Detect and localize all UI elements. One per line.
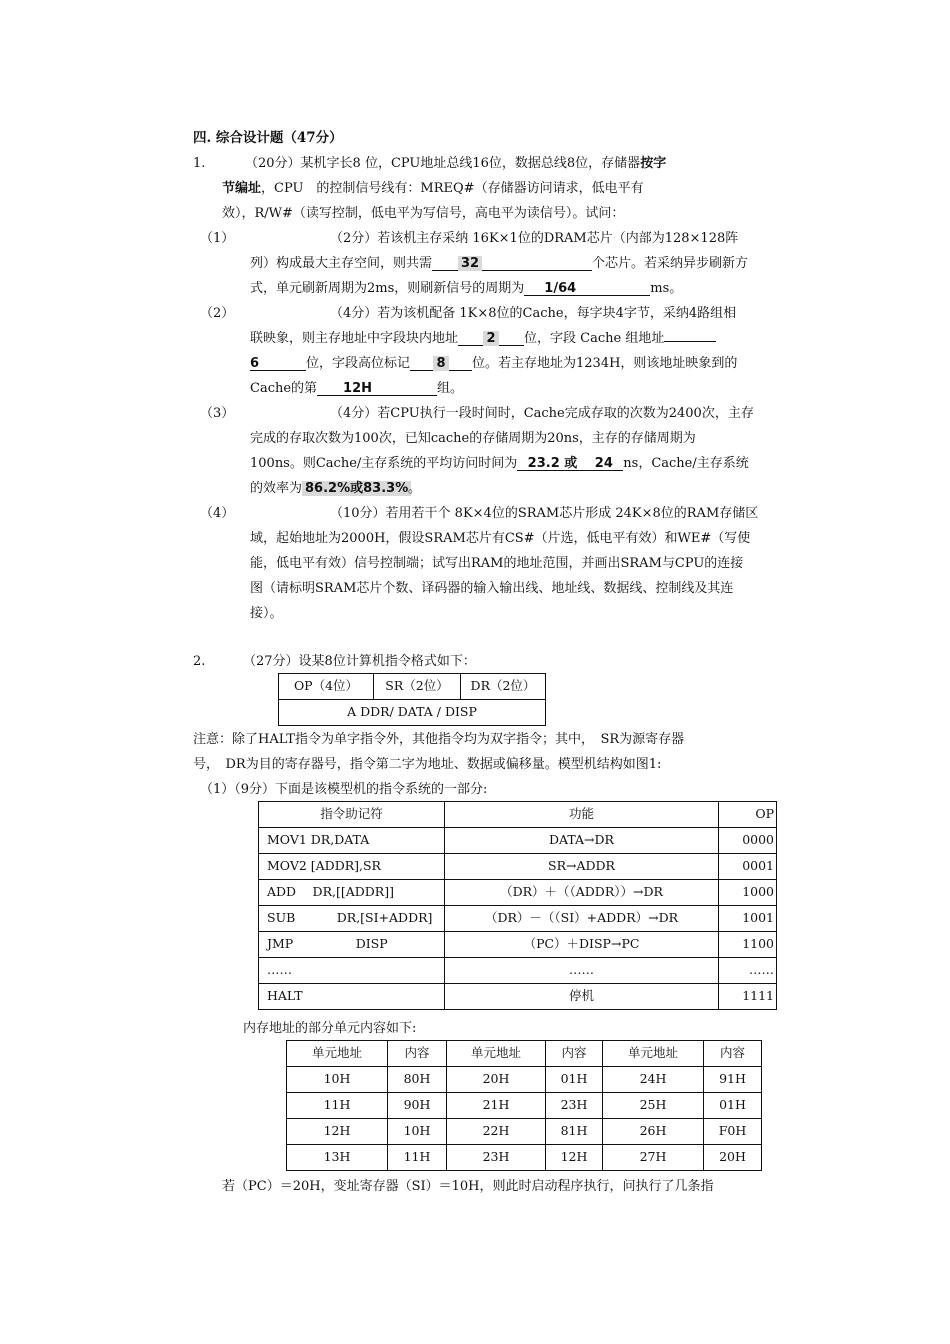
table-row <box>259 854 777 880</box>
mem-cell: 01H <box>546 1067 603 1093</box>
q2-intro: （27分）设某8位计算机指令格式如下： <box>243 654 476 669</box>
isa-header-function: 功能 <box>445 802 719 828</box>
mem-cell: 22H <box>447 1119 546 1145</box>
q1-p2-blank-tail <box>664 341 716 342</box>
mem-cell: 90H <box>388 1093 447 1119</box>
isa-mnemonic: MOV2 [ADDR],SR <box>259 854 445 880</box>
q1-p4-number: （4） <box>200 506 235 521</box>
isa-header-mnemonic: 指令助记符 <box>259 802 445 828</box>
table-row <box>259 880 777 906</box>
q2-note-2: 号， DR为目的寄存器号，指令第二字为地址、数据或偏移量。模型机结构如图1: <box>193 757 662 772</box>
isa-function: DATA→DR <box>445 828 719 854</box>
isa-function: （PC）＋DISP→PC <box>445 932 719 958</box>
mem-cell: 20H <box>447 1067 546 1093</box>
mem-cell: 23H <box>447 1145 546 1171</box>
isa-function: 停机 <box>445 984 719 1010</box>
q1-p3-answer-efficiency <box>302 482 408 496</box>
memory-header-row <box>287 1041 762 1067</box>
q1-p3-d2: 。 <box>408 481 422 496</box>
isa-mnemonic: ADD DR,[[ADDR]] <box>259 880 445 906</box>
mem-header: 单元地址 <box>603 1041 704 1067</box>
q1-p2-answer-offset <box>458 332 524 346</box>
format-addr-cell: A DDR/ DATA / DISP <box>279 700 546 726</box>
mem-cell: 11H <box>388 1145 447 1171</box>
mem-cell: 01H <box>704 1093 762 1119</box>
mem-cell: 23H <box>546 1093 603 1119</box>
q1-p2-answer-tag <box>410 357 472 371</box>
isa-opcode: …… <box>719 958 777 984</box>
mem-cell: 13H <box>287 1145 388 1171</box>
q1-p1-answer-chips <box>432 257 592 271</box>
q1-line-1-text: （20分）某机字长8 位，CPU地址总线16位，数据总线8位，存储器 <box>245 156 641 171</box>
isa-function: （DR）－（（SI）+ADDR）→DR <box>445 906 719 932</box>
format-sr-cell: SR（2位） <box>374 674 461 700</box>
q1-p3-answer-avg-time-value: 23.2 或 24 <box>527 456 613 471</box>
q1-p3-number: （3） <box>200 406 235 421</box>
q1-p2-number: （2） <box>200 306 235 321</box>
q1-line-1-bold: 按字 <box>640 156 667 171</box>
mem-header: 单元地址 <box>287 1041 388 1067</box>
isa-header-op: OP <box>719 802 777 828</box>
mem-cell: 27H <box>603 1145 704 1171</box>
q1-p4-line-c: 能，低电平有效）信号控制端；试写出RAM的地址范围，并画出SRAM与CPU的连接 <box>250 556 744 571</box>
q1-p1-b1: 列）构成最大主存空间，则共需 <box>250 256 433 271</box>
q1-p4-line-d: 图（请标明SRAM芯片个数、译码器的输入输出线、地址线、数据线、控制线及其连 <box>250 581 734 596</box>
isa-mnemonic: SUB DR,[SI+ADDR] <box>259 906 445 932</box>
mem-cell: 80H <box>388 1067 447 1093</box>
q1-p1-c1: 式，单元刷新周期为2ms，则刷新信号的周期为 <box>250 281 525 296</box>
q1-p2-d1: Cache的第 <box>250 381 318 396</box>
format-op-cell: OP（4位） <box>279 674 374 700</box>
isa-mnemonic: JMP DISP <box>259 932 445 958</box>
instruction-set-table <box>258 801 777 1010</box>
q1-p2-answer-set-value: 6 <box>250 356 260 371</box>
q1-line-2-text: ，CPU 的控制信号线有：MREQ#（存储器访问请求，低电平有 <box>261 181 644 196</box>
q1-p2-line-d <box>250 382 463 396</box>
memory-intro: 内存地址的部分单元内容如下: <box>243 1021 417 1036</box>
table-row <box>287 1067 762 1093</box>
q1-p1-answer-chips-value: 32 <box>458 256 482 271</box>
q1-p2-line-b <box>250 332 716 346</box>
q1-p4-line-b: 域，起始地址为2000H，假设SRAM芯片有CS#（片选，低电平有效）和WE#（写使 <box>250 531 751 546</box>
q1-p3-line-d <box>250 482 421 496</box>
q1-p2-line-c <box>250 357 737 371</box>
mem-cell: 12H <box>546 1145 603 1171</box>
q1-p1-line-b <box>250 257 748 271</box>
mem-header: 内容 <box>546 1041 603 1067</box>
table-row <box>287 1093 762 1119</box>
mem-cell: 91H <box>704 1067 762 1093</box>
mem-cell: 25H <box>603 1093 704 1119</box>
isa-opcode: 0001 <box>719 854 777 880</box>
q1-p3-line-b: 完成的存取次数为100次，已知cache的存储周期为20ns，主存的存储周期为 <box>250 431 696 446</box>
q1-line-1 <box>245 157 666 170</box>
table-row <box>259 906 777 932</box>
q1-p1-answer-refresh-value: 1/64 <box>544 281 577 296</box>
q1-p2-d2: 组。 <box>437 381 464 396</box>
q1-p1-c2: ms。 <box>650 281 683 296</box>
q2-note-1: 注意：除了HALT指令为单字指令外，其他指令均为双字指令；其中， SR为源寄存器 <box>193 732 685 747</box>
q1-p2-line-a: （4分）若为该机配备 1K×8位的Cache，每字块4字节，采纳4路组相 <box>330 306 737 321</box>
q1-line-2 <box>222 182 644 195</box>
mem-cell: 26H <box>603 1119 704 1145</box>
q1-p2-c1: 位，字段高位标记 <box>306 356 411 371</box>
q1-p2-answer-offset-value: 2 <box>483 331 498 346</box>
q1-p4-line-a: （10分）若用若干个 8K×4位的SRAM芯片形成 24K×8位的RAM存储区 <box>330 506 759 521</box>
q1-p2-b1: 联映象，则主存地址中字段块内地址 <box>250 331 459 346</box>
isa-function: …… <box>445 958 719 984</box>
mem-cell: F0H <box>704 1119 762 1145</box>
q2-last-line: 若（PC）＝20H，变址寄存器（SI）＝10H，则此时启动程序执行，问执行了几条指 <box>222 1179 714 1194</box>
q1-p4-line-e: 接）。 <box>250 606 283 621</box>
memory-table <box>286 1040 762 1171</box>
table-row <box>287 1119 762 1145</box>
instruction-format-table <box>278 673 546 726</box>
isa-opcode: 1000 <box>719 880 777 906</box>
q1-p1-answer-refresh <box>524 282 650 296</box>
q1-line-2-bold: 节编址 <box>222 181 262 196</box>
q1-p2-c2: 位。若主存地址为1234H，则该地址映象到的 <box>472 356 738 371</box>
mem-cell: 81H <box>546 1119 603 1145</box>
q1-p3-c2: ns，Cache/主存系统 <box>623 456 749 471</box>
mem-header: 单元地址 <box>447 1041 546 1067</box>
table-row <box>259 984 777 1010</box>
mem-cell: 21H <box>447 1093 546 1119</box>
q1-p2-answer-group-value: 12H <box>343 381 373 396</box>
q2-sub-1: （1）（9分）下面是该模型机的指令系统的一部分: <box>200 782 488 797</box>
mem-cell: 12H <box>287 1119 388 1145</box>
q1-p3-answer-avg-time <box>517 457 623 471</box>
format-dr-cell: DR（2位） <box>461 674 546 700</box>
table-row <box>259 932 777 958</box>
q1-p1-number: （1） <box>200 231 235 246</box>
q1-p1-line-c <box>250 282 682 296</box>
q1-p2-b2: 位，字段 Cache 组地址 <box>524 331 665 346</box>
q1-p3-line-c <box>250 457 749 471</box>
q1-p2-answer-group <box>317 382 437 396</box>
q1-p3-answer-efficiency-value: 86.2%或83.3% <box>302 481 411 496</box>
table-row <box>259 828 777 854</box>
mem-cell: 20H <box>704 1145 762 1171</box>
q1-line-3: 效），R/W#（读写控制，低电平为写信号，高电平为读信号）。试问： <box>222 206 625 221</box>
mem-header: 内容 <box>388 1041 447 1067</box>
table-row <box>259 958 777 984</box>
q1-p3-line-a: （4分）若CPU执行一段时间时，Cache完成存取的次数为2400次，主存 <box>330 406 754 421</box>
table-row <box>287 1145 762 1171</box>
isa-opcode: 1100 <box>719 932 777 958</box>
q1-p2-answer-tag-value: 8 <box>433 356 448 371</box>
q1-number: 1. <box>193 156 206 171</box>
mem-cell: 11H <box>287 1093 388 1119</box>
q2-number: 2. <box>193 654 206 669</box>
isa-function: SR→ADDR <box>445 854 719 880</box>
mem-cell: 24H <box>603 1067 704 1093</box>
q1-p3-d1: 的效率为 <box>250 481 303 496</box>
isa-function: （DR）＋（（ADDR））→DR <box>445 880 719 906</box>
isa-opcode: 1001 <box>719 906 777 932</box>
mem-cell: 10H <box>388 1119 447 1145</box>
mem-header: 内容 <box>704 1041 762 1067</box>
q1-p1-line-a: （2分）若该机主存采纳 16K×1位的DRAM芯片（内部为128×128阵 <box>330 231 739 246</box>
q1-p2-answer-set <box>250 357 306 371</box>
isa-mnemonic: …… <box>259 958 445 984</box>
isa-mnemonic: HALT <box>259 984 445 1010</box>
section-title: 四. 综合设计题（47分） <box>193 130 343 146</box>
isa-mnemonic: MOV1 DR,DATA <box>259 828 445 854</box>
mem-cell: 10H <box>287 1067 388 1093</box>
q1-p3-c1: 100ns。则Cache/主存系统的平均访问时间为 <box>250 456 518 471</box>
isa-header-row <box>259 802 777 828</box>
isa-opcode: 0000 <box>719 828 777 854</box>
isa-opcode: 1111 <box>719 984 777 1010</box>
q1-p1-b2: 个芯片。若采纳异步刷新方 <box>592 256 749 271</box>
